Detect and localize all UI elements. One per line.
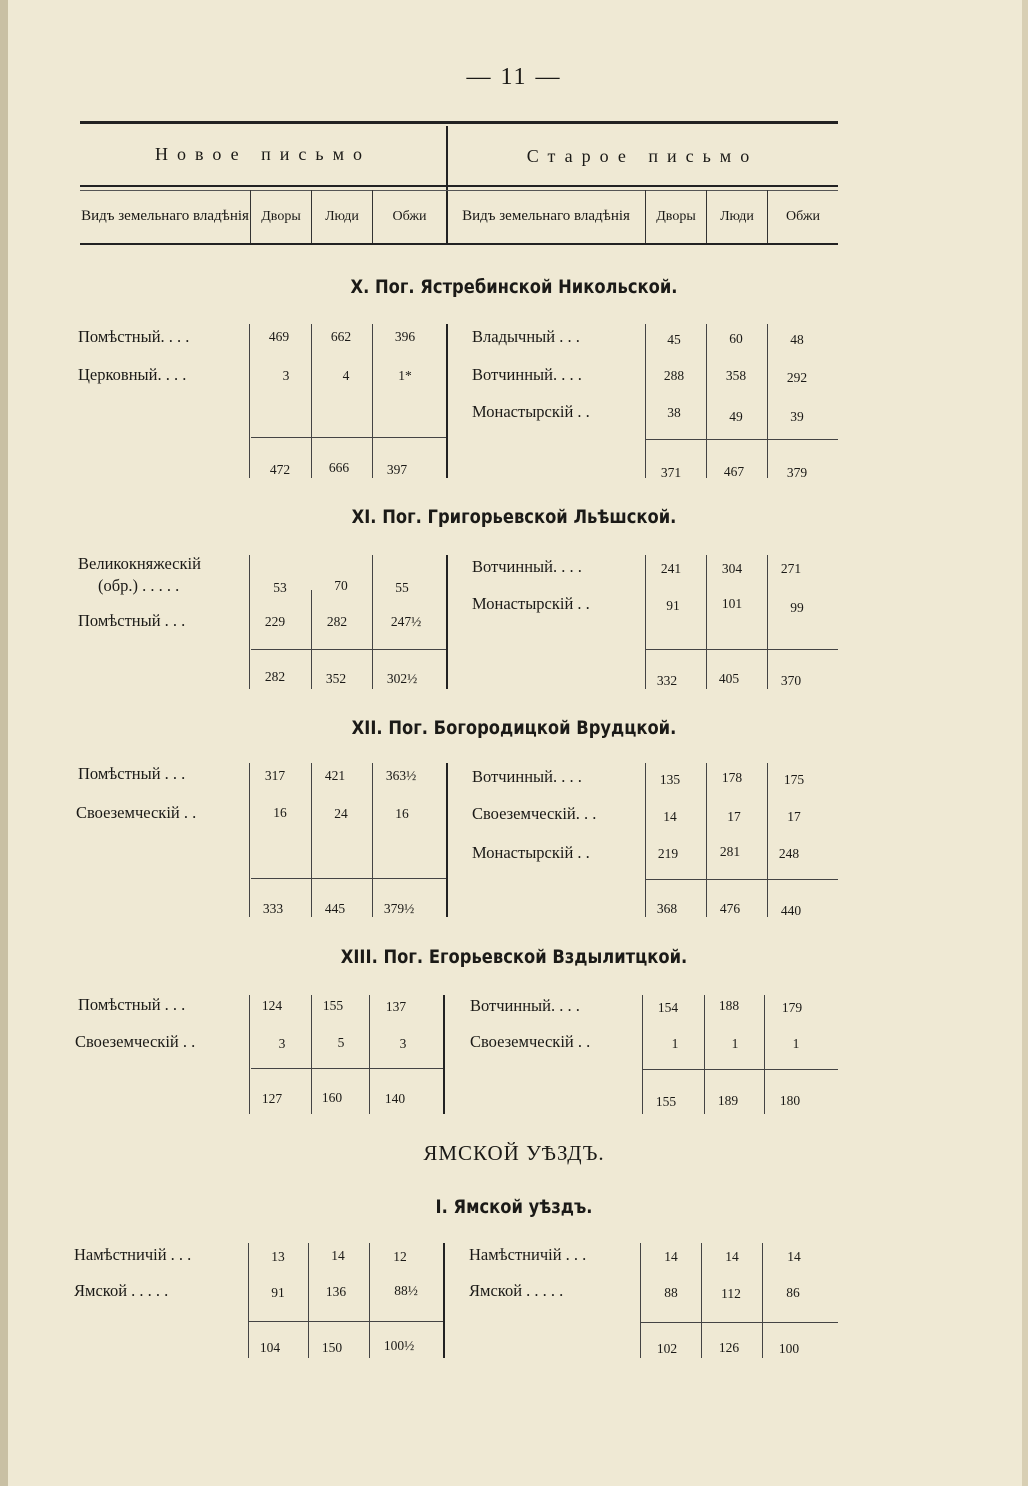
cell-households: 124	[261, 998, 283, 1013]
cell-obzhi: 292	[786, 370, 808, 385]
page-left-edge	[0, 0, 8, 1486]
header-top-rule	[80, 121, 838, 124]
row-label: Своеземческій . .	[75, 1032, 196, 1051]
cell-obzhi: 88½	[394, 1283, 418, 1298]
cell-households: 53	[273, 580, 287, 595]
cell-obzhi: 86	[786, 1285, 800, 1300]
column-rule	[372, 555, 373, 689]
page-number: — 11 —	[466, 64, 562, 90]
total-people: 126	[718, 1340, 740, 1355]
total-people: 160	[321, 1090, 343, 1105]
total-rule	[251, 649, 446, 650]
cell-households: 3	[278, 1036, 286, 1051]
row-label: Помѣстный . . .	[78, 611, 186, 630]
header-old-letter: Старое письмо	[526, 146, 759, 166]
cell-obzhi: 14	[787, 1249, 801, 1264]
row-label: Великокняжескій	[78, 554, 201, 573]
header-mid-rule	[80, 185, 838, 187]
cell-people: 1	[731, 1036, 739, 1051]
uezd-heading: ЯМСКОЙ УѢЗДЪ.	[423, 1141, 605, 1165]
cell-people: 178	[721, 770, 743, 785]
total-obzhi: 379½	[383, 901, 415, 916]
row-label: Вотчинный. . . .	[470, 996, 580, 1015]
total-people: 405	[718, 671, 740, 686]
row-label: Ямской . . . . .	[74, 1281, 169, 1300]
cell-obzhi: 48	[790, 332, 804, 347]
column-rule	[372, 763, 373, 917]
cell-obzhi: 1*	[398, 368, 412, 383]
page-right-edge	[1022, 0, 1028, 1486]
total-people: 476	[719, 901, 741, 916]
column-rule	[706, 324, 707, 478]
cell-obzhi: 16	[395, 806, 409, 821]
old-col-obzhi: Обжи	[785, 208, 821, 224]
cell-people: 14	[331, 1248, 345, 1263]
total-households: 127	[261, 1091, 283, 1106]
cell-households: 88	[664, 1285, 678, 1300]
cell-obzhi: 271	[780, 561, 802, 576]
cell-people: 155	[322, 998, 344, 1013]
row-label: Намѣстничій . . .	[74, 1245, 192, 1264]
row-label: Ямской . . . . .	[469, 1281, 564, 1300]
total-obzhi: 100½	[383, 1338, 415, 1353]
total-households: 282	[264, 669, 286, 684]
header-new-letter: Новое письмо	[155, 144, 371, 164]
total-rule	[251, 437, 446, 438]
cell-obzhi: 12	[393, 1249, 407, 1264]
total-households: 102	[656, 1341, 678, 1356]
new-col-households: Дворы	[261, 208, 301, 224]
cell-people: 281	[719, 844, 741, 859]
new-col-people: Люди	[325, 208, 359, 224]
total-obzhi: 100	[778, 1341, 800, 1356]
total-obzhi: 180	[779, 1093, 801, 1108]
cell-households: 154	[657, 1000, 679, 1015]
cell-households: 3	[282, 368, 290, 383]
cell-obzhi: 1	[792, 1036, 800, 1051]
row-label: Вотчинный. . . .	[472, 365, 582, 384]
total-obzhi: 440	[780, 903, 802, 918]
total-obzhi: 397	[386, 462, 408, 477]
cell-people: 282	[326, 614, 348, 629]
total-households: 104	[259, 1340, 281, 1355]
cell-people: 14	[725, 1249, 739, 1264]
cell-people: 5	[337, 1035, 345, 1050]
section-title: X. Пог. Ястребинской Никольской.	[350, 276, 678, 298]
new-col-type: Видъ земельнаго владѣнія	[81, 207, 249, 224]
new-col-obzhi: Обжи	[392, 208, 427, 224]
total-rule	[640, 1322, 838, 1323]
cell-obzhi: 179	[781, 1000, 803, 1015]
section-title: XII. Пог. Богородицкой Врудцкой.	[351, 717, 677, 739]
cell-households: 14	[664, 1249, 678, 1264]
cell-people: 188	[718, 998, 740, 1013]
total-households: 333	[262, 901, 284, 916]
cell-households: 288	[663, 368, 685, 383]
total-people: 666	[328, 460, 350, 475]
header-bottom-rule	[80, 243, 838, 245]
total-households: 155	[655, 1094, 677, 1109]
total-rule	[249, 1321, 443, 1322]
total-people: 445	[324, 901, 346, 916]
cell-obzhi: 396	[394, 329, 416, 344]
total-rule	[645, 649, 838, 650]
total-households: 472	[269, 462, 291, 477]
row-label: Своеземческій . .	[76, 803, 197, 822]
column-rule	[706, 763, 707, 917]
column-rule	[372, 324, 373, 478]
row-label: Помѣстный. . . .	[78, 327, 190, 346]
cell-people: 136	[325, 1284, 347, 1299]
total-households: 332	[656, 673, 678, 688]
cell-households: 1	[671, 1036, 679, 1051]
row-label: Помѣстный . . .	[78, 995, 186, 1014]
row-label: Вотчинный. . . .	[472, 767, 582, 786]
section-title: XI. Пог. Григорьевской Льѣшской.	[351, 506, 677, 528]
cell-people: 17	[727, 809, 741, 824]
cell-people: 662	[330, 329, 352, 344]
section-title: I. Ямской уѣздъ.	[435, 1196, 593, 1218]
column-rule	[311, 324, 312, 478]
cell-people: 101	[721, 596, 743, 611]
total-obzhi: 302½	[386, 671, 418, 686]
cell-obzhi: 247½	[390, 614, 422, 629]
cell-households: 16	[273, 805, 287, 820]
total-people: 467	[723, 464, 745, 479]
cell-people: 49	[729, 409, 743, 424]
old-col-type: Видъ земельнаго владѣнія	[462, 207, 630, 224]
cell-people: 70	[334, 578, 348, 593]
main-column-rule	[443, 1243, 445, 1358]
cell-obzhi: 55	[395, 580, 409, 595]
cell-households: 241	[660, 561, 682, 576]
old-col-people: Люди	[720, 208, 754, 224]
old-col-households: Дворы	[656, 208, 696, 224]
total-rule	[645, 439, 838, 440]
cell-households: 38	[667, 405, 681, 420]
cell-households: 135	[659, 772, 681, 787]
main-column-rule	[446, 763, 448, 917]
cell-people: 304	[721, 561, 743, 576]
main-column-rule	[446, 555, 448, 689]
main-column-rule	[443, 995, 445, 1114]
cell-obzhi: 39	[790, 409, 804, 424]
total-rule	[251, 1068, 443, 1069]
row-label: Монастырскій . .	[472, 843, 590, 862]
total-obzhi: 370	[780, 673, 802, 688]
row-label: Своеземческій . .	[470, 1032, 591, 1051]
cell-obzhi: 175	[783, 772, 805, 787]
row-label: Монастырскій . .	[472, 594, 590, 613]
cell-obzhi: 363½	[385, 768, 417, 783]
cell-obzhi: 99	[790, 600, 804, 615]
cell-obzhi: 17	[787, 809, 801, 824]
cell-households: 91	[271, 1285, 285, 1300]
total-rule	[251, 878, 446, 879]
cell-obzhi: 248	[778, 846, 800, 861]
total-rule	[645, 879, 838, 880]
cell-people: 358	[725, 368, 747, 383]
row-label: Помѣстный . . .	[78, 764, 186, 783]
total-people: 150	[321, 1340, 343, 1355]
cell-obzhi: 137	[385, 999, 407, 1014]
row-label: (обр.) . . . . .	[98, 576, 180, 595]
cell-people: 60	[729, 331, 743, 346]
total-people: 189	[717, 1093, 739, 1108]
cell-people: 112	[721, 1286, 741, 1301]
total-households: 371	[660, 465, 682, 480]
row-label: Владычный . . .	[472, 327, 580, 346]
row-label: Вотчинный. . . .	[472, 557, 582, 576]
cell-people: 24	[334, 806, 348, 821]
column-rule	[249, 324, 250, 478]
total-rule	[642, 1069, 838, 1070]
cell-households: 229	[264, 614, 286, 629]
main-column-rule	[446, 324, 448, 478]
cell-people: 4	[342, 368, 350, 383]
cell-obzhi: 3	[399, 1036, 407, 1051]
total-obzhi: 140	[384, 1091, 406, 1106]
cell-households: 45	[667, 332, 681, 347]
total-households: 368	[656, 901, 678, 916]
cell-households: 13	[271, 1249, 285, 1264]
total-people: 352	[325, 671, 347, 686]
cell-households: 469	[268, 329, 290, 344]
cell-households: 317	[264, 768, 286, 783]
row-label: Монастырскій . .	[472, 402, 590, 421]
column-rule	[249, 763, 250, 917]
column-rule	[311, 763, 312, 917]
row-label: Своеземческій. . .	[472, 804, 597, 823]
cell-households: 14	[663, 809, 677, 824]
cell-households: 219	[657, 846, 679, 861]
row-label: Церковный. . . .	[78, 365, 187, 384]
total-obzhi: 379	[786, 465, 808, 480]
section-title: XIII. Пог. Егорьевской Вздылитцкой.	[340, 946, 688, 968]
cell-households: 91	[666, 598, 680, 613]
row-label: Намѣстничій . . .	[469, 1245, 587, 1264]
cell-people: 421	[324, 768, 346, 783]
